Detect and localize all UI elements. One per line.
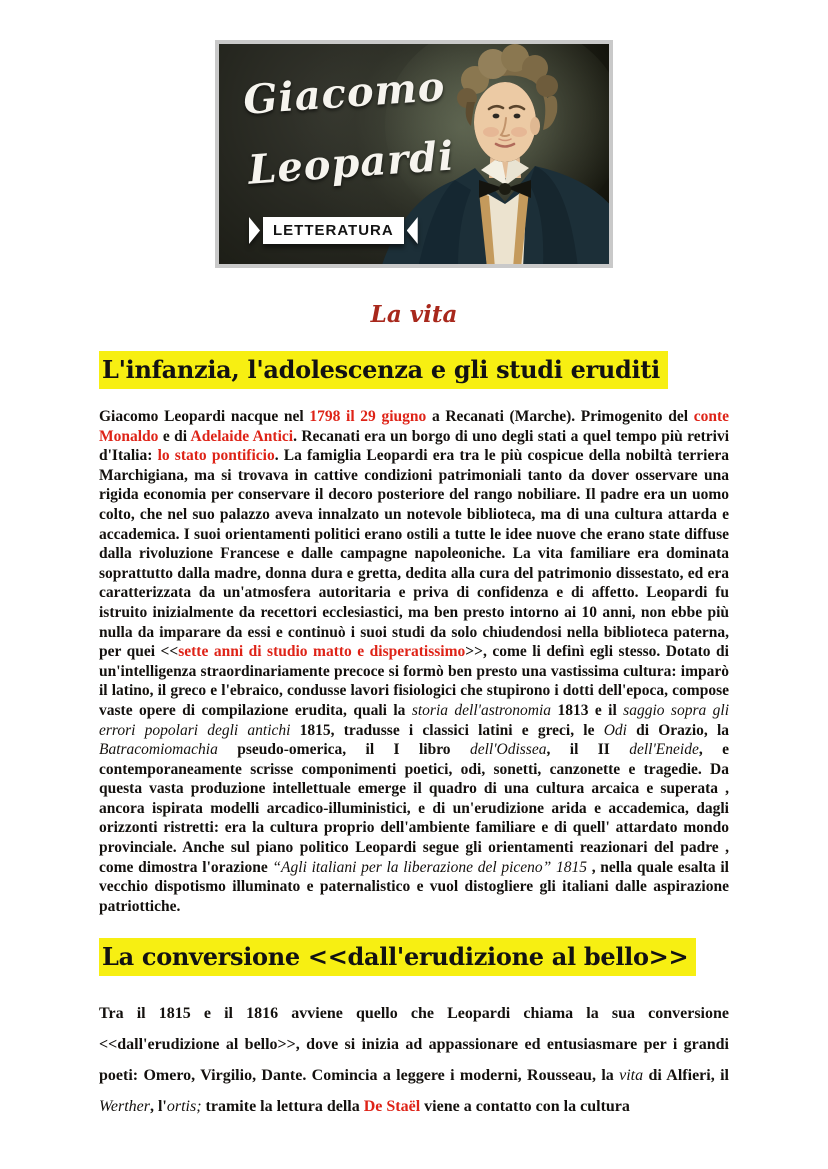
ribbon-label: LETTERATURA: [263, 217, 404, 244]
text-run: . La famiglia Leopardi era tra le più cospicue della nobiltà terriera Marchigiana, ma si trovava in cattive condizioni patrimoniali tanto da dover osservare una rigida economia per conservare il decoro posteriore del rango nobiliare. Il padre era un uomo colto, che nel suo palazzo aveva innalzato un notevole biblioteca, ma di una cultura attarda e accademica. I suoi orientamenti politici erano ostili a tutte le idee nuove che erano state diffuse dalla rivoluzione Francese e dalle campagne napoleoniche. La vita familiare era dominata soprattutto dalla madre, donna dura e gretta, dedita alla cura del patrimonio dissestato, ed era caratterizzata da un'atmosfera autoritaria e priva di confidenza e di affetto. Leopardi fu istruito inizialmente da recettori ecclesiastici, ma ben presto intorno ai 10 anni, non ebbe più nulla da imparare da essi e continuò i suoi studi da solo chiudendosi nella biblioteca paterna, per quei <<: [99, 447, 729, 661]
text-run: Odi: [603, 721, 627, 739]
text-run: Tra il 1815 e il 1816 avviene quello che Leopardi chiama la sua conversione <<dall'erudizione al bello>>, dove si inizia ad appassionare ed entusiasmare per i grandi poeti: Omero, Virgilio, Dante. Comincia a leggere i moderni, Rousseau, la: [99, 1005, 729, 1084]
text-run: Werther: [99, 1098, 150, 1115]
text-run: dell'Odissea: [469, 741, 547, 759]
text-run: e di: [158, 427, 191, 445]
paragraph-infanzia: [99, 407, 729, 916]
text-run: , e contemporaneamente scrisse componimenti poetici, odi, sonetti, canzonette e tragedie. Da questa vasta produzione intellettuale emerge il quadro di una cultura arcaica e superata , ancora ispirata modelli arcadico-illuministici, e di un'erudizione arida e accademica, dagli orizzonti ristretti: era la cultura proprio dell'ambiente familiare e di quell' attardato mondo provinciale. Anche sul piano politico Leopardi segue gli orientamenti reazionari del padre , come dimostra l'orazione: [99, 741, 729, 876]
text-run: , il II: [546, 741, 630, 759]
banner-title: [241, 52, 457, 206]
text-run: ortis;: [166, 1098, 202, 1115]
banner-title-line2: Leopardi: [246, 132, 456, 194]
text-run: vita: [619, 1067, 644, 1084]
text-run: conte Monaldo: [99, 408, 729, 445]
page-title: La vita: [370, 301, 458, 328]
text-run: sette anni di studio matto e disperatissimo: [178, 643, 466, 661]
letteratura-ribbon: [249, 217, 418, 244]
text-run: “Agli italiani per la liberazione del piceno” 1815: [272, 858, 587, 876]
ribbon-tail-right-icon: [407, 217, 418, 244]
ribbon-tail-left-icon: [249, 217, 260, 244]
text-run: storia dell'astronomia: [411, 701, 552, 719]
text-run: lo stato pontificio: [157, 447, 275, 465]
section-heading-infanzia-text: L'infanzia, l'adolescenza e gli studi eruditi: [99, 351, 668, 389]
text-run: >>, come li definì egli stesso. Dotato di un'intelligenza straordinariamente precoce si formò ben presto una vastissima cultura: imparò il latino, il greco e l'ebraico, condusse lavori fisiologici che stupirono i dotti dell'epoca, compose vaste opere di compilazione erudita, quali la: [99, 643, 729, 719]
text-run: 1815, tradusse i classici latini e greci, le: [290, 721, 604, 739]
section-heading-infanzia: [99, 356, 749, 385]
section-heading-conversione: [99, 943, 749, 972]
text-run: pseudo-omerica, il I libro: [217, 741, 470, 759]
text-run: Adelaide Antici: [190, 427, 294, 445]
text-run: , l': [149, 1098, 167, 1115]
text-run: tramite la lettura della: [201, 1098, 364, 1115]
text-run: dell'Eneide: [629, 741, 699, 759]
text-run: Giacomo Leopardi nacque nel: [99, 408, 310, 425]
text-run: viene a contatto con la cultura: [420, 1098, 630, 1115]
text-run: saggio sopra gli errori popolari degli antichi: [99, 701, 730, 739]
text-run: di Orazio, la: [626, 721, 729, 739]
paragraph-conversione: [99, 998, 729, 1122]
text-run: di Alfieri, il: [643, 1067, 729, 1084]
text-run: , nella quale esalta il vecchio dispotismo illuminato e paternalistico e vuol distogliere gli italiani dalle aspirazione patriottiche.: [99, 858, 729, 915]
text-run: . Recanati era un borgo di uno degli stati a quel tempo più retrivi d'Italia:: [99, 427, 730, 465]
text-run: 1813 e il: [551, 701, 624, 719]
text-run: De Staël: [363, 1098, 421, 1115]
section-heading-conversione-text: La conversione <<dall'erudizione al bello>>: [99, 938, 696, 976]
text-run: 1798 il 29 giugno: [309, 408, 427, 425]
header-banner: [215, 40, 613, 268]
text-run: Batracomiomachia: [99, 741, 218, 759]
banner-title-line1: Giacomo: [241, 62, 447, 124]
text-run: a Recanati (Marche). Primogenito del: [426, 408, 694, 425]
